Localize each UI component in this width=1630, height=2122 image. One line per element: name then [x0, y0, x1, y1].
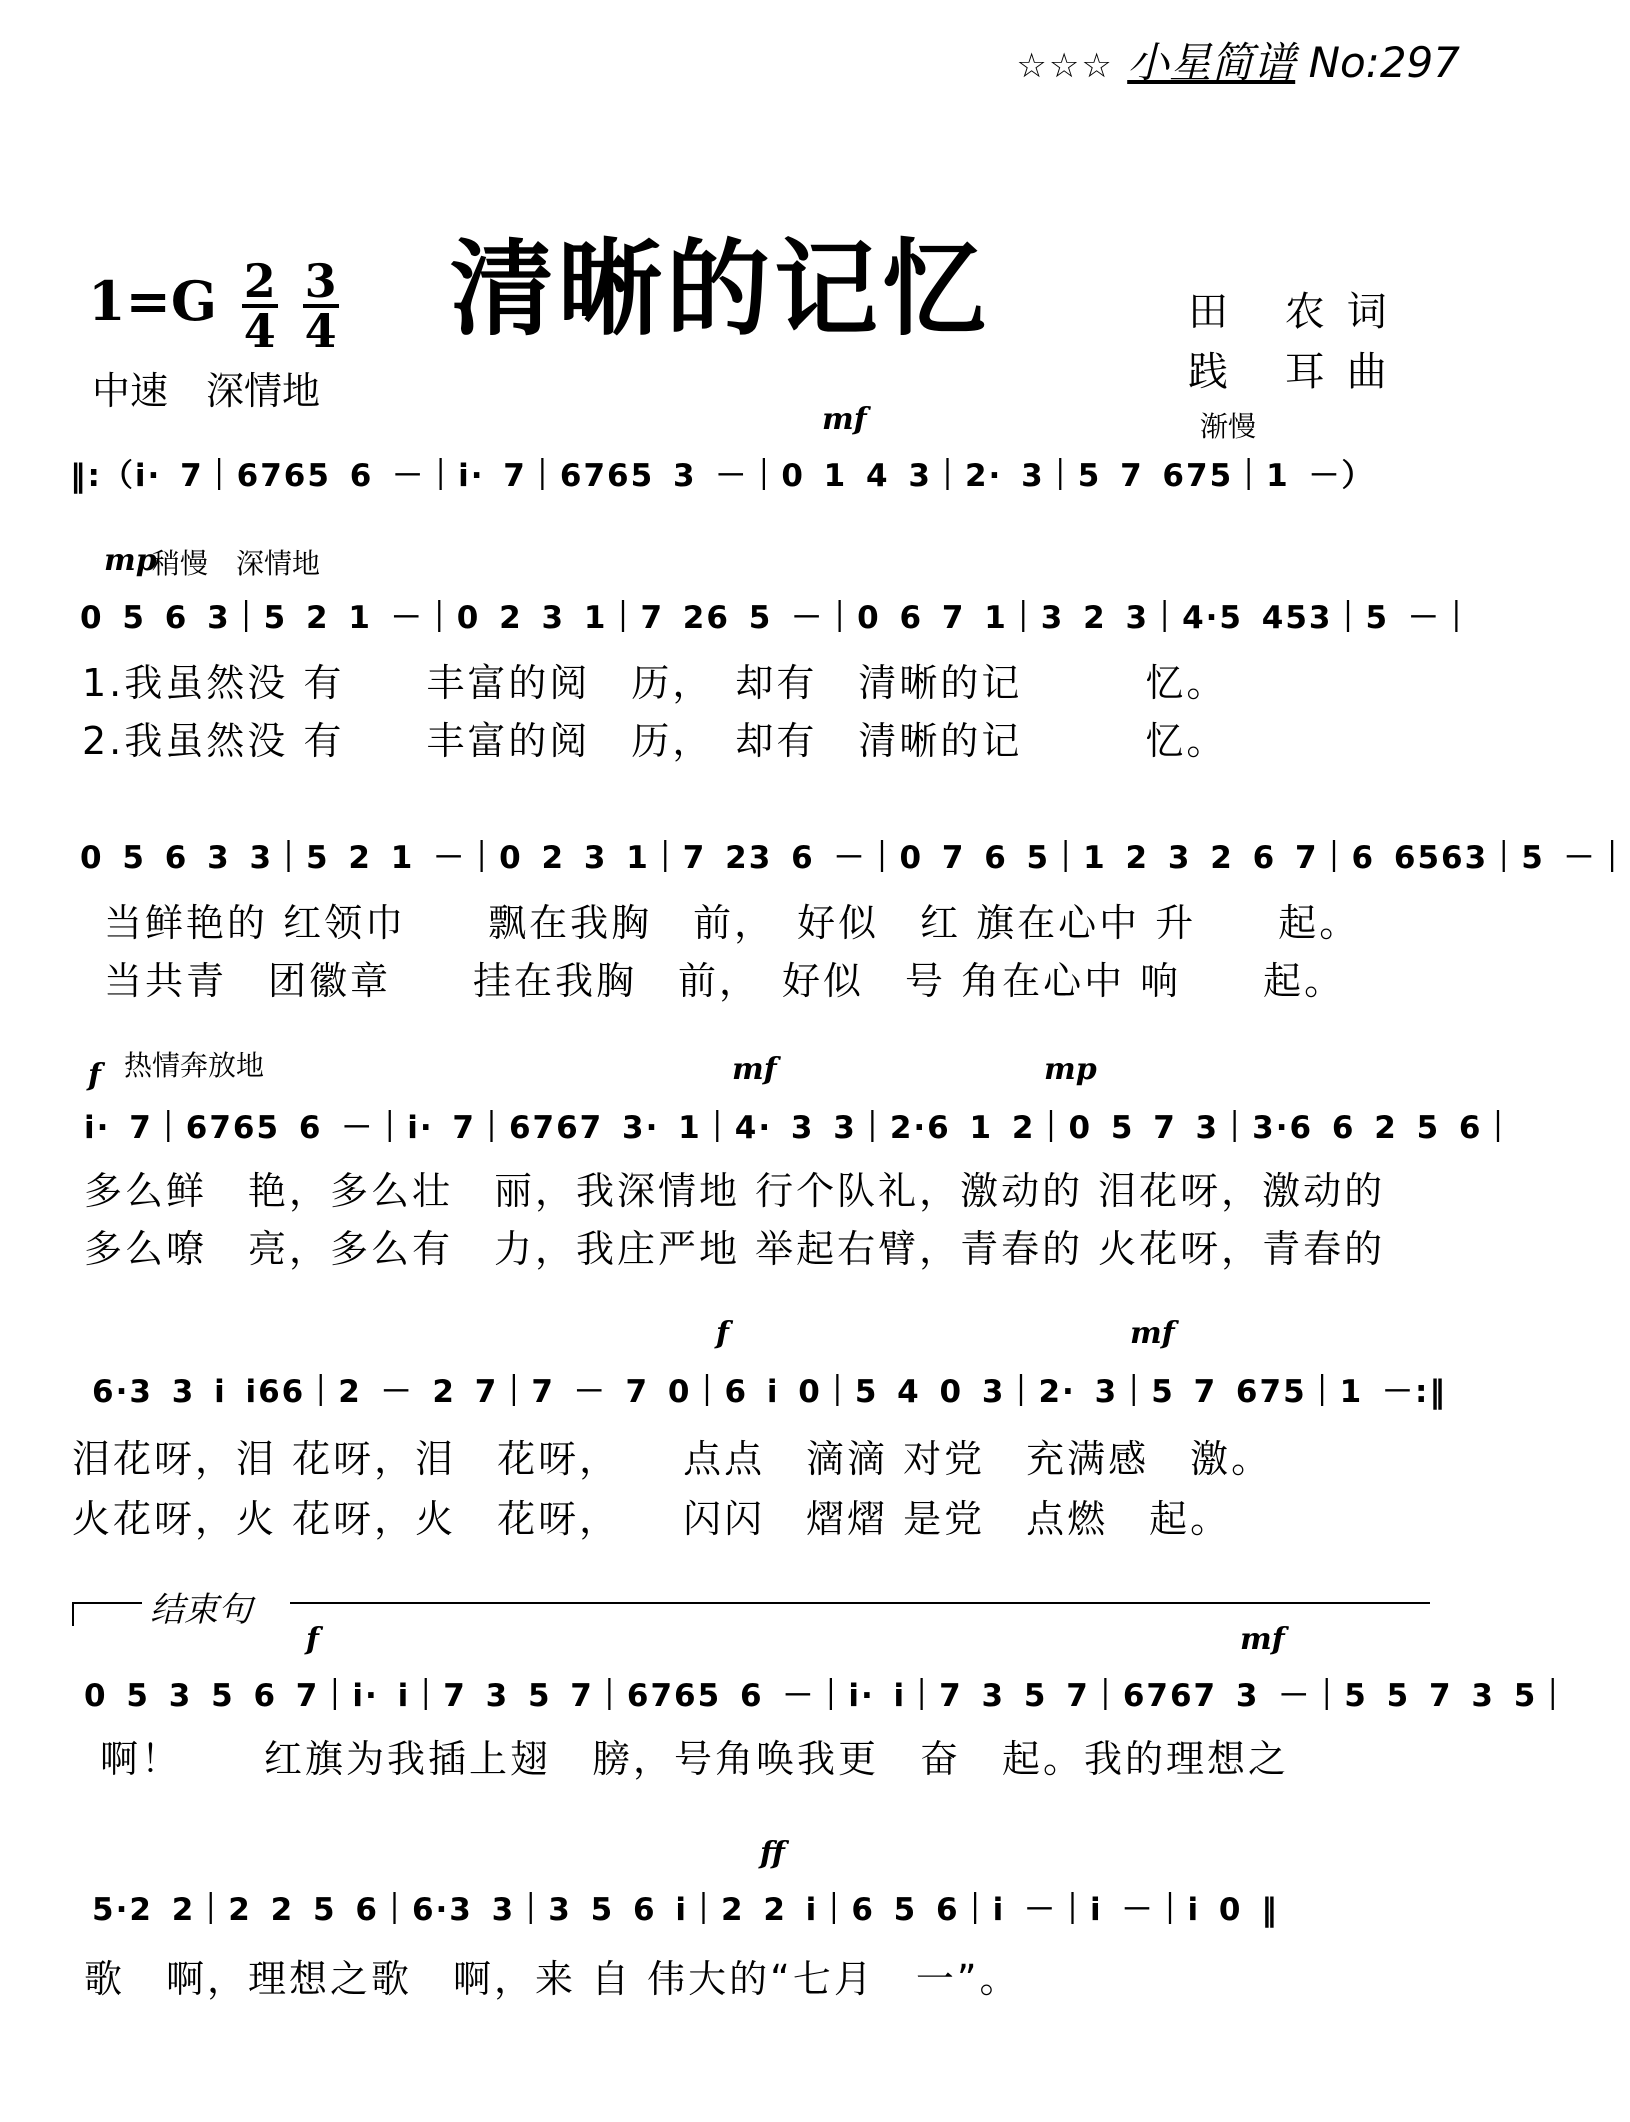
row-7-notes: 5·2 2｜2 2 5 6｜6·3 3｜3 5 6 i｜2 2 i｜6 5 6｜i －｜i －｜i 0 ‖ [92, 1892, 1279, 1928]
lyric-verse-2: 多么嘹 亮，多么有 力，我庄严地 举起右臂，青春的 火花呀，青春的 [84, 1227, 1386, 1271]
lyric-line: 啊！ 红旗为我插上翅 膀，号角唤我更 奋 起。我的理想之 [100, 1737, 1290, 1781]
meter-2-4: $\frac{2}{4}$ [243, 254, 276, 358]
ending-bracket [72, 1602, 74, 1626]
section-label: 结束句 [150, 1590, 252, 1630]
dynamic-mark: mp [104, 543, 157, 578]
lyric-verse-1: 多么鲜 艳，多么壮 丽，我深情地 行个队礼，激动的 泪花呀，激动的 [84, 1169, 1386, 1213]
key-label: 1=G [88, 269, 217, 334]
score-number: No:297 [1308, 38, 1460, 87]
ending-bracket-line [290, 1602, 1430, 1604]
expression-mark: 稍慢 深情地 [152, 547, 321, 580]
lyric-verse-1: 泪花呀，泪 花呀，泪 花呀， 点点 滴滴 对党 充满感 激。 [72, 1437, 1273, 1481]
row-6-notes: 0 5 3 5 6 7｜i· i｜7 3 5 7｜6765 6 －｜i· i｜7 3 5 7｜6767 3 －｜5 5 7 3 5｜ [84, 1678, 1571, 1714]
meter-3-4: $\frac{3}{4}$ [304, 254, 337, 358]
row-4-notes: i· 7｜6765 6 －｜i· 7｜6767 3· 1｜4· 3 3｜2·6 1 2｜0 5 7 3｜3·6 6 2 5 6｜ [84, 1110, 1516, 1146]
ending-bracket-line [72, 1602, 142, 1604]
row-2-notes: 0 5 6 3｜5 2 1 －｜0 2 3 1｜7 26 5 －｜0 6 7 1｜3 2 3｜4·5 453｜5 －｜ [80, 600, 1474, 636]
key-signature [88, 254, 339, 358]
dynamic-mark: mf [822, 402, 867, 437]
expression-mark: 热情奔放地 [124, 1049, 265, 1082]
row-5-notes: 6·3 3 i i66｜2 － 2 7｜7 － 7 0｜6 i 0｜5 4 0 3｜2· 3｜5 7 675｜1 －:‖ [92, 1374, 1447, 1410]
dynamic-mark: f [306, 1622, 319, 1657]
row-1-notes: ‖:（i· 7｜6765 6 －｜i· 7｜6765 3 －｜0 1 4 3｜2· 3｜5 7 675｜1 －） [70, 458, 1375, 494]
lyric-verse-1: 当鲜艳的 红领巾 飘在我胸 前， 好似 红 旗在心中 升 起。 [104, 901, 1361, 945]
dynamic-mark: f [716, 1316, 729, 1351]
dynamic-mark: mf [732, 1052, 777, 1087]
star-icons: ☆☆☆ [1016, 46, 1114, 86]
dynamic-mark: mf [1240, 1622, 1285, 1657]
tempo-marking: 中速 深情地 [92, 369, 321, 413]
lyric-verse-2: 火花呀，火 花呀，火 花呀， 闪闪 熠熠 是党 点燃 起。 [72, 1497, 1232, 1541]
source-brand [1016, 30, 1460, 90]
song-title: 清晰的记忆 [450, 227, 991, 350]
expression-mark: 渐慢 [1200, 410, 1257, 443]
lyric-verse-2: 2.我虽然没 有 丰富的阅 历， 却有 清晰的记 忆。 [82, 719, 1228, 763]
lyric-line: 歌 啊，理想之歌 啊，来 自 伟大的“七月 一”。 [84, 1957, 1021, 2001]
composer-credit: 践 耳曲 [1188, 349, 1409, 395]
dynamic-mark: mf [1130, 1316, 1175, 1351]
lyric-verse-1: 1.我虽然没 有 丰富的阅 历， 却有 清晰的记 忆。 [82, 661, 1228, 705]
brand-name: 小星简谱 [1127, 38, 1296, 87]
row-3-notes: 0 5 6 3 3｜5 2 1 －｜0 2 3 1｜7 23 6 －｜0 7 6 5｜1 2 3 2 6 7｜6 6563｜5 －｜ [80, 840, 1630, 876]
lyricist-credit: 田 农词 [1188, 289, 1409, 335]
dynamic-mark: mp [1044, 1052, 1097, 1087]
dynamic-mark: ff [760, 1836, 785, 1871]
lyric-verse-2: 当共青 团徽章 挂在我胸 前， 好似 号 角在心中 响 起。 [104, 959, 1346, 1003]
dynamic-mark: f [88, 1058, 101, 1093]
